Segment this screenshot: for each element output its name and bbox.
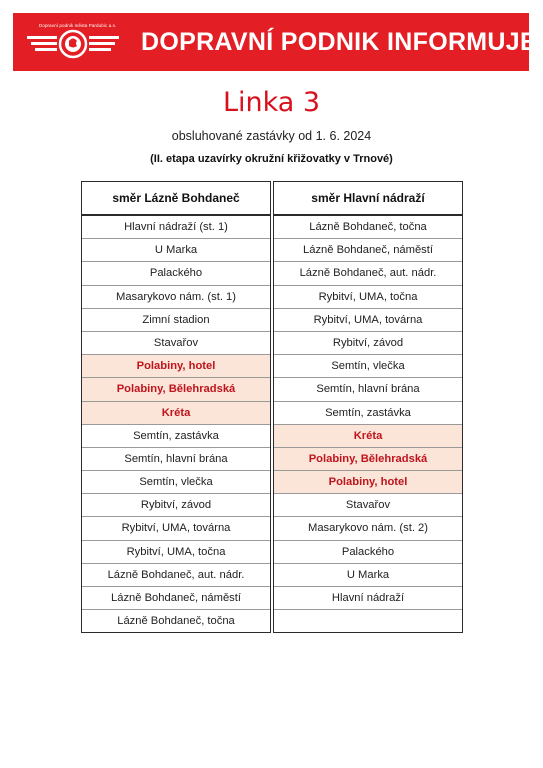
company-name: Dopravní podnik města Pardubic a.s. [39,23,117,28]
stop-cell: Rybitví, UMA, točna [274,286,462,309]
winged-wheel-logo-icon [23,27,123,63]
page-subtitle: obsluhované zastávky od 1. 6. 2024 [171,129,372,143]
stops-table [81,181,464,633]
company-logo [23,13,123,71]
stop-cell: Rybitví, závod [274,332,462,355]
direction-heading: směr Hlavní nádraží [274,182,462,216]
direction-column-hlavni-nadrazi [273,181,463,633]
stop-cell: Rybitví, UMA, továrna [82,517,270,540]
stop-cell: U Marka [82,239,270,262]
stop-cell: Rybitví, UMA, továrna [274,309,462,332]
stop-cell: Polabiny, hotel [274,471,462,494]
stop-cell: Rybitví, závod [82,494,270,517]
stop-cell: Lázně Bohdaneč, aut. nádr. [274,262,462,285]
stop-cell [274,610,462,633]
closure-note: (II. etapa uzavírky okružní křižovatky v Trnové) [150,153,393,165]
stop-cell: Semtín, hlavní brána [82,448,270,471]
stop-cell: Polabiny, hotel [82,355,270,378]
stop-cell: Palackého [82,262,270,285]
stop-cell: Kréta [274,425,462,448]
stop-cell: Semtín, vlečka [274,355,462,378]
stop-cell: Polabiny, Bělehradská [274,448,462,471]
stop-cell: Masarykovo nám. (st. 1) [82,286,270,309]
banner-title: DOPRAVNÍ PODNIK INFORMUJE [141,28,537,56]
direction-heading: směr Lázně Bohdaneč [82,182,270,216]
stop-cell: Lázně Bohdaneč, točna [274,216,462,239]
stop-cell: Kréta [82,402,270,425]
stop-cell: Semtín, vlečka [82,471,270,494]
stop-cell: Zimní stadion [82,309,270,332]
stop-cell: U Marka [274,564,462,587]
stop-cell: Lázně Bohdaneč, točna [117,615,235,628]
stop-cell: Semtín, zastávka [82,425,270,448]
stop-cell: Stavařov [274,494,462,517]
stop-cell: Masarykovo nám. (st. 2) [274,517,462,540]
stop-cell: Stavařov [82,332,270,355]
direction-column-lazne-bohdanec [81,181,271,633]
stop-cell: Palackého [274,541,462,564]
stop-cell: Lázně Bohdaneč, náměstí [274,239,462,262]
stop-cell: Hlavní nádraží [274,587,462,610]
stop-cell: Rybitví, UMA, točna [82,541,270,564]
header-banner [13,13,537,71]
stop-cell: Lázně Bohdaneč, aut. nádr. [82,564,270,587]
stop-cell: Semtín, zastávka [274,402,462,425]
stop-cell: Semtín, hlavní brána [274,378,462,401]
stop-cell: Lázně Bohdaneč, náměstí [82,587,270,610]
stop-cell: Hlavní nádraží (st. 1) [82,216,270,239]
page-title: Linka 3 [222,87,321,118]
stop-cell: Polabiny, Bělehradská [82,378,270,401]
